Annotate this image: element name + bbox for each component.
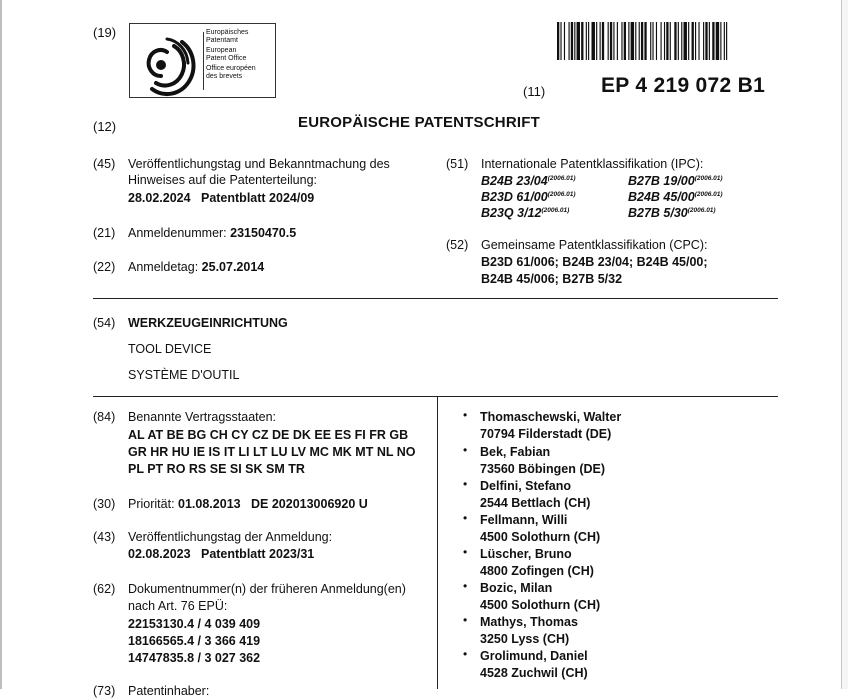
earlier-application-2: 18166565.4 / 3 366 419 bbox=[128, 634, 261, 648]
inventor-8-place: 4528 Zuchwil (CH) bbox=[480, 666, 588, 680]
priority bbox=[128, 496, 368, 512]
title-en: TOOL DEVICE bbox=[128, 342, 212, 356]
bullet: • bbox=[463, 647, 468, 661]
states-line-1: AL AT BE BG CH CY CZ DE DK EE ES FI FR GB bbox=[128, 428, 409, 442]
earlier-application-3: 14747835.8 / 3 027 362 bbox=[128, 651, 261, 665]
code-30: (30) bbox=[93, 497, 116, 511]
application-number-value: 23150470.5 bbox=[230, 226, 297, 240]
page-edge-shadow bbox=[842, 0, 848, 689]
office-name-de-1: Europäisches bbox=[206, 29, 249, 36]
code-11: (11) bbox=[523, 84, 546, 99]
ipc-class-2: B27B $19/00^{(2006.01)}$ bbox=[628, 174, 723, 188]
column-divider bbox=[437, 396, 438, 689]
epo-logo-mark-icon bbox=[136, 30, 194, 92]
bullet: • bbox=[463, 511, 468, 525]
document-type: EUROPÄISCHE PATENTSCHRIFT bbox=[298, 114, 540, 131]
cpc-line-1: B23D 61/006; B24B 23/04; B24B 45/00; bbox=[481, 255, 708, 269]
inventor-5-name: Lüscher, Bruno bbox=[480, 547, 572, 561]
code-52: (52) bbox=[446, 238, 469, 252]
application-number bbox=[128, 225, 296, 241]
office-name-de-2: Patentamt bbox=[206, 37, 238, 44]
application-publication-label: Veröffentlichungstag der Anmeldung: bbox=[128, 530, 333, 544]
inventor-8-name: Grolimund, Daniel bbox=[480, 649, 588, 663]
barcode bbox=[557, 22, 776, 60]
logo-separator bbox=[203, 32, 204, 90]
code-12: (12) bbox=[93, 119, 117, 134]
code-84: (84) bbox=[93, 410, 116, 424]
priority-value: 01.08.2013 DE 202013006920 U bbox=[178, 497, 368, 511]
office-name-fr-1: Office européen bbox=[206, 65, 256, 72]
divider-top bbox=[93, 298, 778, 299]
code-43: (43) bbox=[93, 530, 116, 544]
priority-label: Priorität: bbox=[128, 497, 175, 511]
page-edge-left bbox=[0, 0, 2, 689]
inventor-7-place: 3250 Lyss (CH) bbox=[480, 632, 570, 646]
bullet: • bbox=[463, 408, 468, 422]
inventor-1-name: Thomaschewski, Walter bbox=[480, 410, 622, 424]
publication-number: EP 4 219 072 B1 bbox=[601, 74, 766, 97]
bullet: • bbox=[463, 613, 468, 627]
states-line-3: PL PT RO RS SE SI SK SM TR bbox=[128, 462, 305, 476]
title-fr: SYSTÈME D'OUTIL bbox=[128, 368, 240, 382]
ipc-label: Internationale Patentklassifikation (IPC): bbox=[481, 157, 704, 171]
inventor-5-place: 4800 Zofingen (CH) bbox=[480, 564, 594, 578]
filing-date bbox=[128, 259, 264, 275]
page-edge-right bbox=[841, 0, 842, 689]
states-label: Benannte Vertragsstaaten: bbox=[128, 410, 277, 424]
bullet: • bbox=[463, 545, 468, 559]
earlier-application-1: 22153130.4 / 4 039 409 bbox=[128, 617, 261, 631]
inventor-7-name: Mathys, Thomas bbox=[480, 615, 578, 629]
bullet: • bbox=[463, 477, 468, 491]
grant-publication-value: 28.02.2024 Patentblatt 2024/09 bbox=[128, 191, 315, 205]
code-62: (62) bbox=[93, 582, 116, 596]
inventor-6-name: Bozic, Milan bbox=[480, 581, 553, 595]
earlier-applications-label-1: Dokumentnummer(n) der früheren Anmeldung(en) bbox=[128, 582, 406, 596]
inventor-3-place: 2544 Bettlach (CH) bbox=[480, 496, 591, 510]
application-number-label: Anmeldenummer: bbox=[128, 226, 227, 240]
inventor-3-name: Delfini, Stefano bbox=[480, 479, 571, 493]
cpc-label: Gemeinsame Patentklassifikation (CPC): bbox=[481, 238, 708, 252]
epo-logo bbox=[129, 23, 276, 98]
code-22: (22) bbox=[93, 260, 116, 274]
office-name-en-1: European bbox=[206, 47, 237, 54]
office-name-en-2: Patent Office bbox=[206, 55, 247, 62]
bullet: • bbox=[463, 579, 468, 593]
inventor-1-place: 70794 Filderstadt (DE) bbox=[480, 427, 612, 441]
office-name bbox=[206, 29, 256, 81]
code-73-partial: (73) bbox=[93, 684, 116, 698]
inventor-6-place: 4500 Solothurn (CH) bbox=[480, 598, 601, 612]
ipc-class-1: B24B $23/04^{(2006.01)}$ bbox=[481, 174, 576, 188]
ipc-class-5: B23Q $3/12^{(2006.01)}$ bbox=[481, 206, 570, 220]
grant-publication-label-1: Veröffentlichungstag und Bekanntmachung des bbox=[128, 157, 390, 171]
states-line-2: GR HR HU IE IS IT LI LT LU LV MC MK MT NL NO bbox=[128, 445, 416, 459]
application-publication-value: 02.08.2023 Patentblatt 2023/31 bbox=[128, 547, 315, 561]
code-45: (45) bbox=[93, 157, 116, 171]
title-de: WERKZEUGEINRICHTUNG bbox=[128, 316, 288, 330]
filing-date-value: 25.07.2014 bbox=[201, 260, 265, 274]
ipc-class-4: B24B $45/00^{(2006.01)}$ bbox=[628, 190, 723, 204]
code-51: (51) bbox=[446, 157, 469, 171]
inventor-2-place: 73560 Böbingen (DE) bbox=[480, 462, 606, 476]
earlier-applications-label-2: nach Art. 76 EPÜ: bbox=[128, 599, 228, 613]
inventor-2-name: Bek, Fabian bbox=[480, 445, 551, 459]
inventor-4-place: 4500 Solothurn (CH) bbox=[480, 530, 601, 544]
ipc-class-6: B27B $5/30^{(2006.01)}$ bbox=[628, 206, 716, 220]
grant-publication-label-2: Hinweises auf die Patenterteilung: bbox=[128, 173, 318, 187]
code-54: (54) bbox=[93, 316, 116, 330]
ipc-class-3: B23D $61/00^{(2006.01)}$ bbox=[481, 190, 576, 204]
divider-middle bbox=[93, 396, 778, 397]
bullet: • bbox=[463, 443, 468, 457]
holder-label-partial: Patentinhaber: bbox=[128, 684, 210, 698]
office-name-fr-2: des brevets bbox=[206, 73, 243, 80]
inventor-4-name: Fellmann, Willi bbox=[480, 513, 568, 527]
filing-date-label: Anmeldetag: bbox=[128, 260, 199, 274]
code-19: (19) bbox=[93, 25, 117, 40]
code-21: (21) bbox=[93, 226, 116, 240]
cpc-line-2: B24B 45/006; B27B 5/32 bbox=[481, 272, 623, 286]
